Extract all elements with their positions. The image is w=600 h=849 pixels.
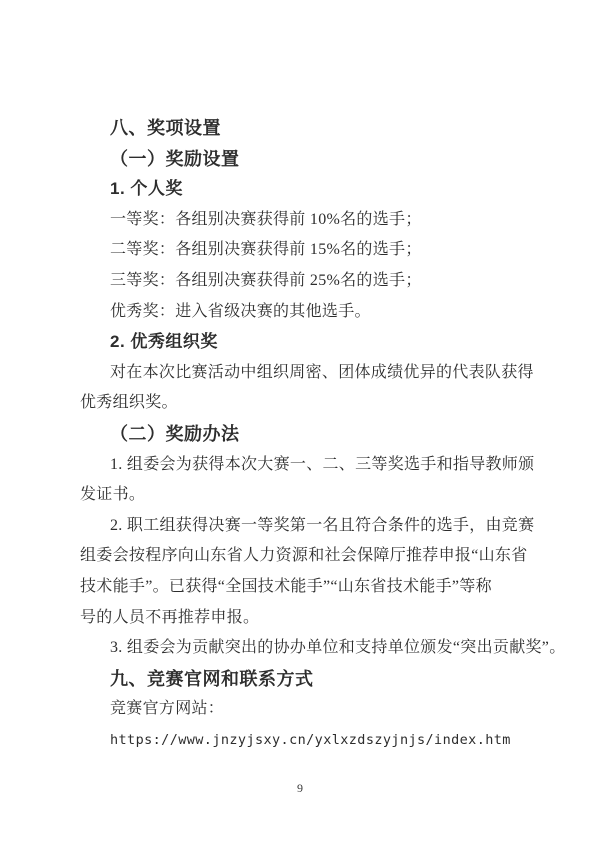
official-website-url: https://www.jnzyjsxy.cn/yxlxzdszyjnjs/index.htm [110, 731, 511, 748]
award-method-1-line-2: 发证书。 [80, 486, 146, 504]
award-method-2-line-2: 组委会按程序向山东省人力资源和社会保障厅推荐申报“山东省 [80, 547, 528, 565]
organization-award-heading: 2. 优秀组织奖 [110, 332, 218, 352]
third-prize-line: 三等奖：各组别决赛获得前 25%名的选手； [110, 271, 422, 289]
official-website-label: 竞赛官方网站： [110, 700, 225, 718]
award-method-2-line-3: 技术能手”。已获得“全国技术能手”“山东省技术能手”等称 [80, 577, 492, 595]
subsection-1-heading: （一）奖励设置 [110, 148, 240, 169]
section-8-heading: 八、奖项设置 [110, 118, 221, 138]
organization-award-text-line-1: 对在本次比赛活动中组织周密、团体成绩优异的代表队获得 [110, 363, 534, 381]
section-9-heading: 九、竞赛官网和联系方式 [110, 668, 314, 689]
individual-award-heading: 1. 个人奖 [110, 179, 183, 199]
award-method-2-line-1: 2. 职工组获得决赛一等奖第一名且符合条件的选手，由竞赛 [110, 516, 535, 534]
page-number: 9 [297, 781, 303, 795]
organization-award-text-line-2: 优秀组织奖。 [80, 394, 178, 412]
excellence-prize-line: 优秀奖：进入省级决赛的其他选手。 [110, 302, 371, 320]
first-prize-line: 一等奖：各组别决赛获得前 10%名的选手； [110, 210, 422, 228]
award-method-2-line-4: 号的人员不再推荐申报。 [80, 608, 260, 626]
second-prize-line: 二等奖：各组别决赛获得前 15%名的选手； [110, 241, 422, 259]
document-body [80, 113, 566, 755]
award-method-3-line: 3. 组委会为贡献突出的协办单位和支持单位颁发“突出贡献奖”。 [110, 639, 566, 657]
subsection-2-heading: （二）奖励办法 [110, 423, 240, 444]
award-method-1-line-1: 1. 组委会为获得本次大赛一、二、三等奖选手和指导教师颁 [110, 455, 535, 473]
